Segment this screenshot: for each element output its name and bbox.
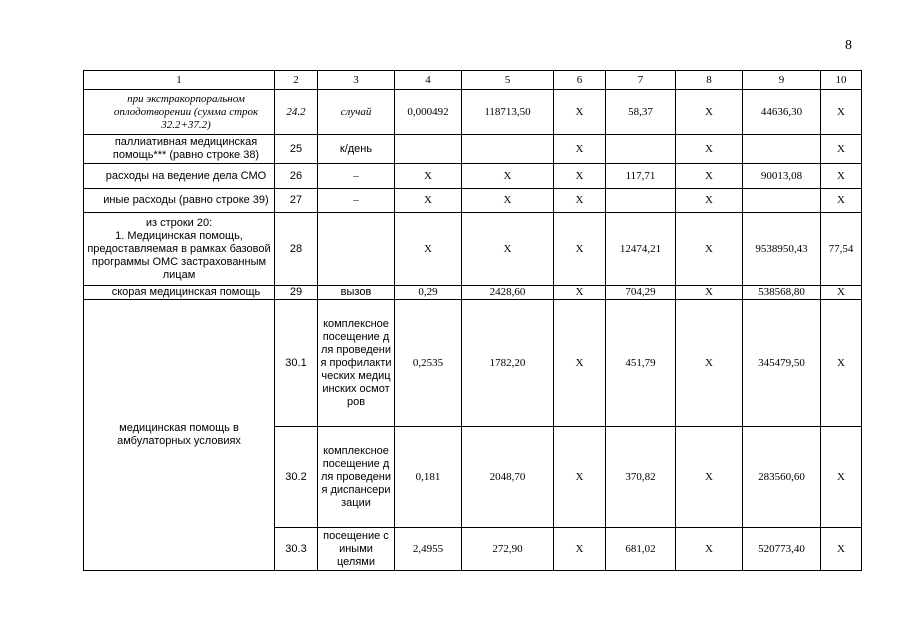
cell: 345479,50	[743, 300, 821, 427]
cell: 77,54	[821, 213, 862, 286]
cell: Х	[821, 164, 862, 189]
cell: 1782,20	[462, 300, 554, 427]
row-unit: к/день	[318, 135, 395, 164]
row-unit: комплексное посещение для проведения профилактических медицинских осмотров	[318, 300, 395, 427]
header-cell: 3	[318, 71, 395, 90]
header-cell: 5	[462, 71, 554, 90]
cell: 2,4955	[395, 528, 462, 571]
cell: Х	[676, 213, 743, 286]
row-name: паллиативная медицинская помощь*** (равно строке 38)	[84, 135, 275, 164]
row-line: 25	[275, 135, 318, 164]
cell: 283560,60	[743, 427, 821, 528]
row-line: 28	[275, 213, 318, 286]
row-name: из строки 20: 1. Медицинская помощь, предоставляемая в рамках базовой программы ОМС застрахованным лицам	[84, 213, 275, 286]
cell: Х	[395, 213, 462, 286]
cell: Х	[821, 300, 862, 427]
row-line: 30.1	[275, 300, 318, 427]
cell: 90013,08	[743, 164, 821, 189]
cell: 118713,50	[462, 90, 554, 135]
cell: Х	[554, 528, 606, 571]
cell: 117,71	[606, 164, 676, 189]
row-unit	[318, 213, 395, 286]
tariff-table	[83, 70, 862, 571]
row-line: 27	[275, 189, 318, 213]
row-name: при экстракорпоральном оплодотворении (сумма строк 32.2+37.2)	[84, 90, 275, 135]
cell: Х	[554, 164, 606, 189]
row-name: медицинская помощь в амбулаторных условиях	[84, 300, 275, 571]
cell: Х	[554, 427, 606, 528]
row-name: иные расходы (равно строке 39)	[84, 189, 275, 213]
row-line: 24.2	[275, 90, 318, 135]
cell: Х	[821, 90, 862, 135]
cell: 2048,70	[462, 427, 554, 528]
cell: 0,000492	[395, 90, 462, 135]
table-row	[84, 300, 862, 427]
page-number: 8	[845, 38, 852, 53]
cell: 704,29	[606, 286, 676, 300]
cell: 272,90	[462, 528, 554, 571]
row-line: 30.2	[275, 427, 318, 528]
cell: 681,02	[606, 528, 676, 571]
cell: 370,82	[606, 427, 676, 528]
header-row	[84, 71, 862, 90]
cell: 0,2535	[395, 300, 462, 427]
cell: Х	[462, 189, 554, 213]
cell: Х	[676, 286, 743, 300]
table-row	[84, 189, 862, 213]
cell: 44636,30	[743, 90, 821, 135]
cell: 12474,21	[606, 213, 676, 286]
row-name: скорая медицинская помощь	[84, 286, 275, 300]
cell: Х	[462, 213, 554, 286]
cell: Х	[462, 164, 554, 189]
table-row	[84, 90, 862, 135]
header-cell: 9	[743, 71, 821, 90]
cell: Х	[821, 427, 862, 528]
cell: Х	[676, 135, 743, 164]
cell: Х	[554, 135, 606, 164]
cell: Х	[821, 135, 862, 164]
cell: 58,37	[606, 90, 676, 135]
table-row	[84, 164, 862, 189]
row-name: расходы на ведение дела СМО	[84, 164, 275, 189]
row-line: 29	[275, 286, 318, 300]
cell: Х	[554, 213, 606, 286]
header-cell: 6	[554, 71, 606, 90]
cell	[395, 135, 462, 164]
cell: 451,79	[606, 300, 676, 427]
cell: 2428,60	[462, 286, 554, 300]
cell: Х	[395, 189, 462, 213]
cell: Х	[821, 528, 862, 571]
cell: Х	[395, 164, 462, 189]
header-cell: 7	[606, 71, 676, 90]
header-cell: 1	[84, 71, 275, 90]
cell: Х	[676, 164, 743, 189]
header-cell: 4	[395, 71, 462, 90]
cell: Х	[821, 189, 862, 213]
cell: Х	[554, 300, 606, 427]
row-unit: посещение с иными целями	[318, 528, 395, 571]
cell	[606, 135, 676, 164]
cell: 538568,80	[743, 286, 821, 300]
header-cell: 10	[821, 71, 862, 90]
cell: Х	[676, 528, 743, 571]
row-line: 30.3	[275, 528, 318, 571]
cell: 0,29	[395, 286, 462, 300]
cell: Х	[676, 427, 743, 528]
row-line: 26	[275, 164, 318, 189]
row-unit: –	[318, 189, 395, 213]
row-unit: вызов	[318, 286, 395, 300]
cell: Х	[554, 189, 606, 213]
cell: Х	[676, 90, 743, 135]
cell	[743, 189, 821, 213]
cell	[606, 189, 676, 213]
cell: 9538950,43	[743, 213, 821, 286]
cell: Х	[821, 286, 862, 300]
cell: Х	[676, 189, 743, 213]
cell: Х	[676, 300, 743, 427]
row-unit: –	[318, 164, 395, 189]
row-unit: комплексное посещение для проведения диспансеризации	[318, 427, 395, 528]
cell: 0,181	[395, 427, 462, 528]
header-cell: 2	[275, 71, 318, 90]
cell	[462, 135, 554, 164]
table-row	[84, 286, 862, 300]
cell	[743, 135, 821, 164]
cell: Х	[554, 90, 606, 135]
table-row	[84, 213, 862, 286]
header-cell: 8	[676, 71, 743, 90]
row-unit: случай	[318, 90, 395, 135]
cell: 520773,40	[743, 528, 821, 571]
table-row	[84, 135, 862, 164]
cell: Х	[554, 286, 606, 300]
